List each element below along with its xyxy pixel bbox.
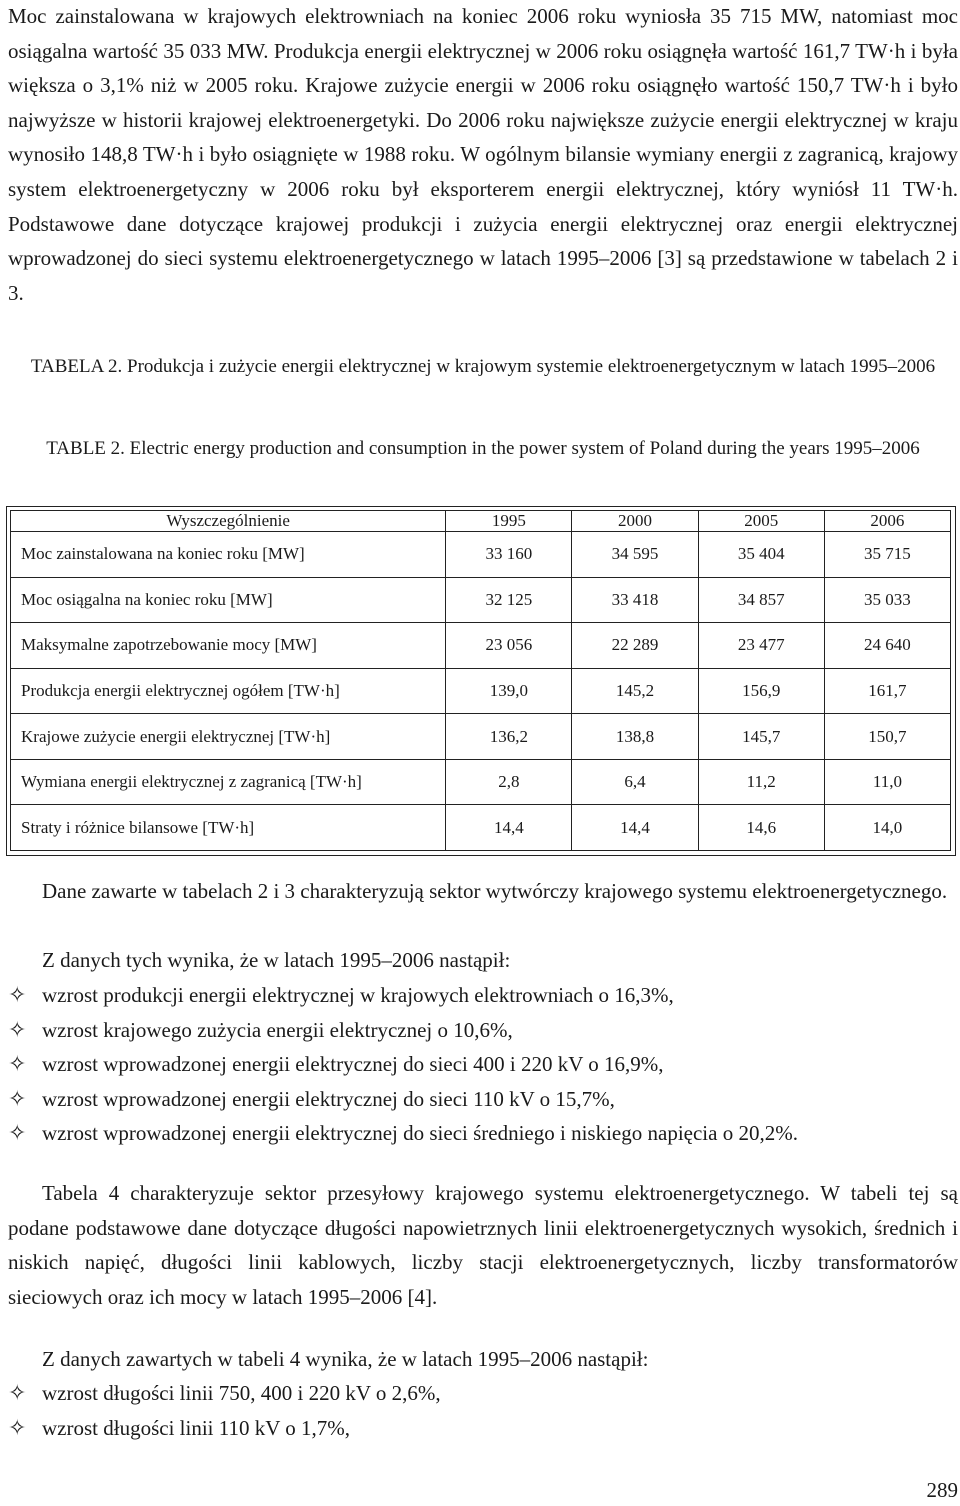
table-cell: 156,9 [698,668,824,714]
table-caption-polish: TABELA 2. Produkcja i zużycie energii elektrycznej w krajowym systemie elektroenergetycznym w latach 1995–2006 [30,356,936,377]
table-cell: 33 418 [572,577,698,623]
table-row [11,577,951,623]
transmission-text: Tabela 4 charakteryzuje sektor przesyłowy krajowego systemu elektroenergetycznego. W tabeli tej są podane podstawowe dane dotyczące długości napowietrznych linii elektroenergetycznych wysokich, średnich i niskich napięć, długości linii kablowych, liczby stacji elektroenergetycznych, liczby transformatorów sieciowych oraz ich mocy w latach 1995–2006 [4]. [8,1181,958,1309]
table-cell: 14,4 [572,805,698,851]
table-cell: 145,7 [698,714,824,760]
table-cell: 2,8 [446,759,572,805]
table-cell: 23 477 [698,623,824,669]
table-header-row [11,511,951,532]
table-cell: 11,0 [824,759,950,805]
table-cell: 150,7 [824,714,950,760]
table-cell: 33 160 [446,532,572,578]
table-cell: 34 595 [572,532,698,578]
findings-intro-2 [8,1342,958,1377]
row-label: Straty i różnice bilansowe [TW·h] [11,805,446,851]
list-item: ✧ wzrost wprowadzonej energii elektrycznej do sieci 110 kV o 15,7%, [8,1082,958,1117]
table-cell: 14,0 [824,805,950,851]
table-cell: 34 857 [698,577,824,623]
findings-intro-2-text: Z danych zawartych w tabeli 4 wynika, że w latach 1995–2006 nastąpił: [42,1347,649,1371]
table-cell: 11,2 [698,759,824,805]
row-label: Wymiana energii elektrycznej z zagranicą [TW·h] [11,759,446,805]
column-header: 2005 [698,511,824,532]
summary-text: Dane zawarte w tabelach 2 i 3 charakteryzują sektor wytwórczy krajowego systemu elektroenergetycznego. [42,879,948,903]
table-row [11,805,951,851]
star-bullet-icon: ✧ [8,1414,27,1440]
list-item: ✧ wzrost produkcji energii elektrycznej w krajowych elektrowniach o 16,3%, [8,978,958,1013]
star-bullet-icon: ✧ [8,1120,27,1146]
table-row [11,759,951,805]
table-cell: 139,0 [446,668,572,714]
table-cell: 35 715 [824,532,950,578]
table-cell: 14,4 [446,805,572,851]
table-row [11,532,951,578]
table-cell: 32 125 [446,577,572,623]
star-bullet-icon: ✧ [8,1380,27,1405]
table-cell: 23 056 [446,623,572,669]
star-bullet-icon: ✧ [8,1016,27,1042]
row-label: Maksymalne zapotrzebowanie mocy [MW] [11,623,446,669]
bullet-list-generation [8,978,958,1151]
star-bullet-icon: ✧ [8,1085,27,1111]
column-header: 2000 [572,511,698,532]
page-number: 289 [926,1478,958,1502]
table-cell: 35 404 [698,532,824,578]
list-item: ✧ wzrost długości linii 750, 400 i 220 kV o 2,6%, [8,1376,958,1411]
list-item: ✧ wzrost wprowadzonej energii elektrycznej do sieci średniego i niskiego napięcia o 20,2%. [8,1116,958,1151]
table-row [11,714,951,760]
findings-intro-text: Z danych tych wynika, że w latach 1995–2006 nastąpił: [42,948,511,972]
row-label: Produkcja energii elektrycznej ogółem [TW·h] [11,668,446,714]
table-cell: 22 289 [572,623,698,669]
row-label: Krajowe zużycie energii elektrycznej [TW·h] [11,714,446,760]
star-bullet-icon: ✧ [8,1051,27,1077]
list-item: ✧ wzrost wprowadzonej energii elektrycznej do sieci 400 i 220 kV o 16,9%, [8,1047,958,1082]
table-row [11,668,951,714]
table-cell: 138,8 [572,714,698,760]
table-cell: 35 033 [824,577,950,623]
column-header: Wyszczególnienie [11,511,446,532]
list-item: ✧ wzrost krajowego zużycia energii elektrycznej o 10,6%, [8,1013,958,1048]
data-table [10,510,951,851]
column-header: 1995 [446,511,572,532]
transmission-paragraph [8,1176,958,1314]
table-caption-english: TABLE 2. Electric energy production and consumption in the power system of Poland during the years 1995–2006 [46,438,920,459]
row-label: Moc osiągalna na koniec roku [MW] [11,577,446,623]
table-cell: 136,2 [446,714,572,760]
table-row [11,623,951,669]
findings-intro [8,943,958,978]
list-item: ✧ wzrost długości linii 110 kV o 1,7%, [8,1411,958,1446]
table-frame [6,506,956,856]
row-label: Moc zainstalowana na koniec roku [MW] [11,532,446,578]
table-cell: 24 640 [824,623,950,669]
table-cell: 161,7 [824,668,950,714]
summary-paragraph [8,874,958,909]
column-header: 2006 [824,511,950,532]
intro-paragraph: Moc zainstalowana w krajowych elektrowniach na koniec 2006 roku wyniosła 35 715 MW, natomiast moc osiągalna wartość 35 033 MW. Produkcja energii elektrycznej w 2006 roku osiągnęła wartość 161,7 TW·h i była większa o 3,1% niż w 2005 roku. Krajowe zużycie energii w 2006 roku osiągnęło wartość 150,7 TW·h i było najwyższe w historii krajowej elektroenergetyki. Do 2006 roku największe zużycie energii elektrycznej w kraju wynosiło 148,8 TW·h i było osiągnięte w 1988 roku. W ogólnym bilansie wymiany energii z zagranicą, krajowy system elektroenergetyczny w 2006 roku był eksporterem energii elektrycznej, który wyniósł 11 TW·h. Podstawowe dane dotyczące krajowej produkcji i zużycia energii elektrycznej oraz energii elektrycznej wprowadzonej do sieci systemu elektroenergetycznego w latach 1995–2006 [3] są przedstawione w tabelach 2 i 3. [8,4,958,305]
star-bullet-icon: ✧ [8,982,27,1007]
bullet-list-transmission [8,1376,958,1445]
table-cell: 6,4 [572,759,698,805]
table-cell: 145,2 [572,668,698,714]
table-cell: 14,6 [698,805,824,851]
